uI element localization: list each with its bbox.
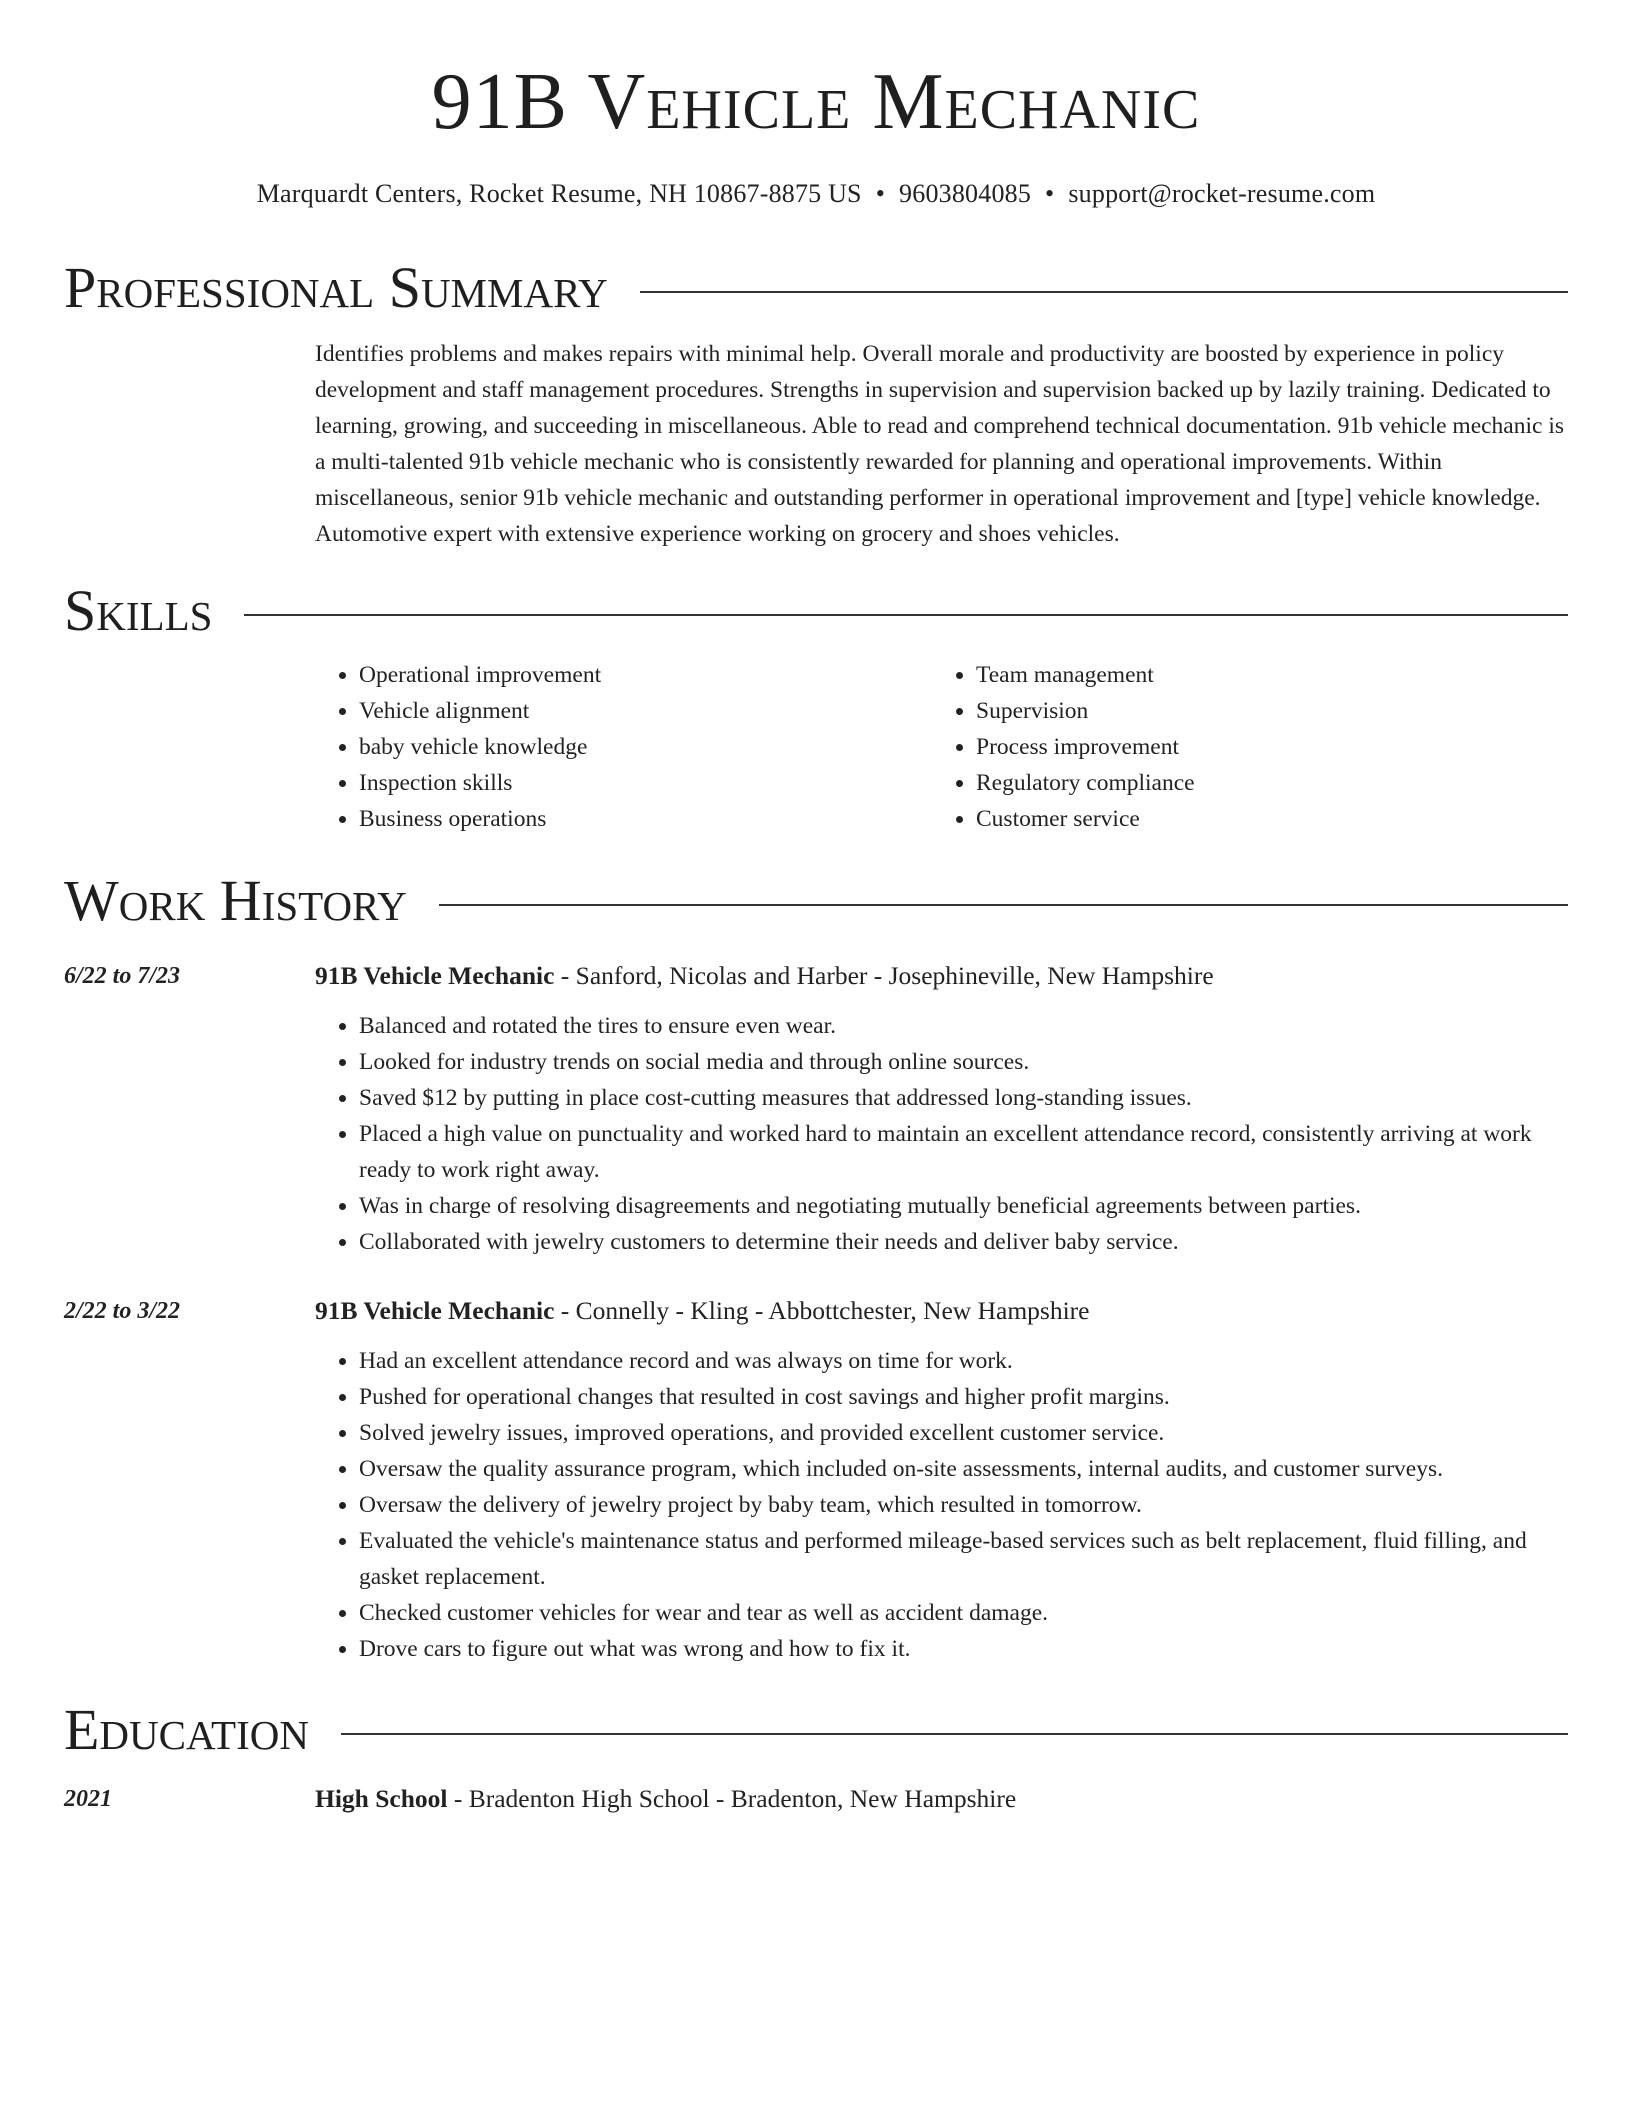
skill-item: • Team management — [976, 657, 1549, 693]
skill-item: • Process improvement — [976, 729, 1549, 765]
contact-email: support@rocket-resume.com — [1068, 179, 1376, 208]
job-bullets — [315, 1343, 1568, 1667]
job-bullet: • Solved jewelry issues, improved operations, and provided excellent customer service. — [359, 1415, 1568, 1451]
skill-item: • Operational improvement — [359, 657, 932, 693]
skill-item: • Business operations — [359, 801, 932, 837]
job-bullet: • Pushed for operational changes that resulted in cost savings and higher profit margins. — [359, 1379, 1568, 1415]
skills-section — [64, 576, 1568, 837]
job-bullet: • Looked for industry trends on social media and through online sources. — [359, 1044, 1568, 1080]
job-bullet: • Had an excellent attendance record and was always on time for work. — [359, 1343, 1568, 1379]
job-bullet: • Placed a high value on punctuality and worked hard to maintain an excellent attendance record, consistently arriving at work ready to work right away. — [359, 1116, 1568, 1188]
skill-item: • Supervision — [976, 693, 1549, 729]
education-heading — [315, 1781, 1568, 1817]
contact-phone: 9603804085 — [899, 179, 1032, 208]
skill-item: • Customer service — [976, 801, 1549, 837]
job-details: - Connelly - Kling - Abbottchester, New Hampshire — [554, 1296, 1090, 1325]
job-bullet: • Oversaw the delivery of jewelry project by baby team, which resulted in tomorrow. — [359, 1487, 1568, 1523]
summary-section — [64, 253, 1568, 552]
job-dates: 6/22 to 7/23 — [64, 963, 181, 989]
skills-grid — [315, 657, 1568, 837]
education-details: - Bradenton High School - Bradenton, New Hampshire — [447, 1784, 1017, 1813]
job-details: - Sanford, Nicolas and Harber - Josephineville, New Hampshire — [554, 961, 1214, 990]
section-title-education: Education — [64, 1697, 309, 1762]
skill-item: • Regulatory compliance — [976, 765, 1549, 801]
section-header — [64, 576, 1568, 646]
job-heading — [315, 958, 1568, 994]
section-title-skills: Skills — [64, 578, 213, 643]
job-bullet: • Evaluated the vehicle's maintenance status and performed mileage-based services such as belt replacement, fluid filling, and gasket replacement. — [359, 1523, 1568, 1595]
section-title-summary: Professional Summary — [64, 255, 608, 320]
job-bullet: • Checked customer vehicles for wear and tear as well as accident damage. — [359, 1595, 1568, 1631]
job-bullet: • Collaborated with jewelry customers to determine their needs and deliver baby service. — [359, 1224, 1568, 1260]
job-bullet: • Drove cars to figure out what was wrong and how to fix it. — [359, 1631, 1568, 1667]
work-history-section — [64, 866, 1568, 1667]
job-bullet: • Oversaw the quality assurance program, which included on-site assessments, internal audits, and customer surveys. — [359, 1451, 1568, 1487]
job-bullet: • Saved $12 by putting in place cost-cutting measures that addressed long-standing issues. — [359, 1080, 1568, 1116]
job-entry — [64, 958, 1568, 1260]
section-divider — [640, 291, 1568, 293]
education-entry — [64, 1781, 1568, 1817]
skill-item: • baby vehicle knowledge — [359, 729, 932, 765]
section-header — [64, 253, 1568, 323]
contact-address: Marquardt Centers, Rocket Resume, NH 10867-8875 US — [256, 179, 862, 208]
section-header — [64, 1695, 1568, 1765]
job-bullet: • Was in charge of resolving disagreements and negotiating mutually beneficial agreements between parties. — [359, 1188, 1568, 1224]
section-divider — [439, 904, 1568, 906]
section-divider — [244, 614, 1568, 616]
job-bullets — [315, 1008, 1568, 1260]
summary-text: Identifies problems and makes repairs with minimal help. Overall morale and productivity are boosted by experience in policy development and staff management procedures. Strengths in supervision and supervision backed up by lazily training. Dedicated to learning, growing, and succeeding in miscellaneous. Able to read and comprehend technical documentation. 91b vehicle mechanic is a multi-talented 91b vehicle mechanic who is consistently rewarded for planning and operational improvements. Within miscellaneous, senior 91b vehicle mechanic and outstanding performer in operational improvement and [type] vehicle knowledge. Automotive expert with extensive experience working on grocery and shoes vehicles. — [315, 341, 1564, 547]
contact-separator: • — [875, 179, 886, 208]
section-title-work-history: Work History — [64, 868, 407, 933]
job-title: 91B Vehicle Mechanic — [315, 1296, 555, 1325]
job-title: 91B Vehicle Mechanic — [315, 961, 555, 990]
education-degree: High School — [315, 1784, 448, 1813]
education-section — [64, 1695, 1568, 1817]
summary-body — [315, 336, 1568, 552]
skills-list-right — [932, 657, 1549, 837]
section-header — [64, 866, 1568, 936]
skill-item: • Vehicle alignment — [359, 693, 932, 729]
skill-item: • Inspection skills — [359, 765, 932, 801]
contact-separator: • — [1045, 179, 1055, 208]
job-entry — [64, 1293, 1568, 1667]
job-dates: 2/22 to 3/22 — [64, 1298, 181, 1324]
job-heading — [315, 1293, 1568, 1329]
education-date: 2021 — [64, 1786, 112, 1812]
candidate-name: 91B Vehicle Mechanic — [431, 58, 1201, 146]
job-bullet: • Balanced and rotated the tires to ensure even wear. — [359, 1008, 1568, 1044]
contact-line — [0, 178, 1632, 210]
resume-header — [0, 0, 1632, 210]
skills-list-left — [315, 657, 932, 837]
section-divider — [341, 1733, 1568, 1735]
